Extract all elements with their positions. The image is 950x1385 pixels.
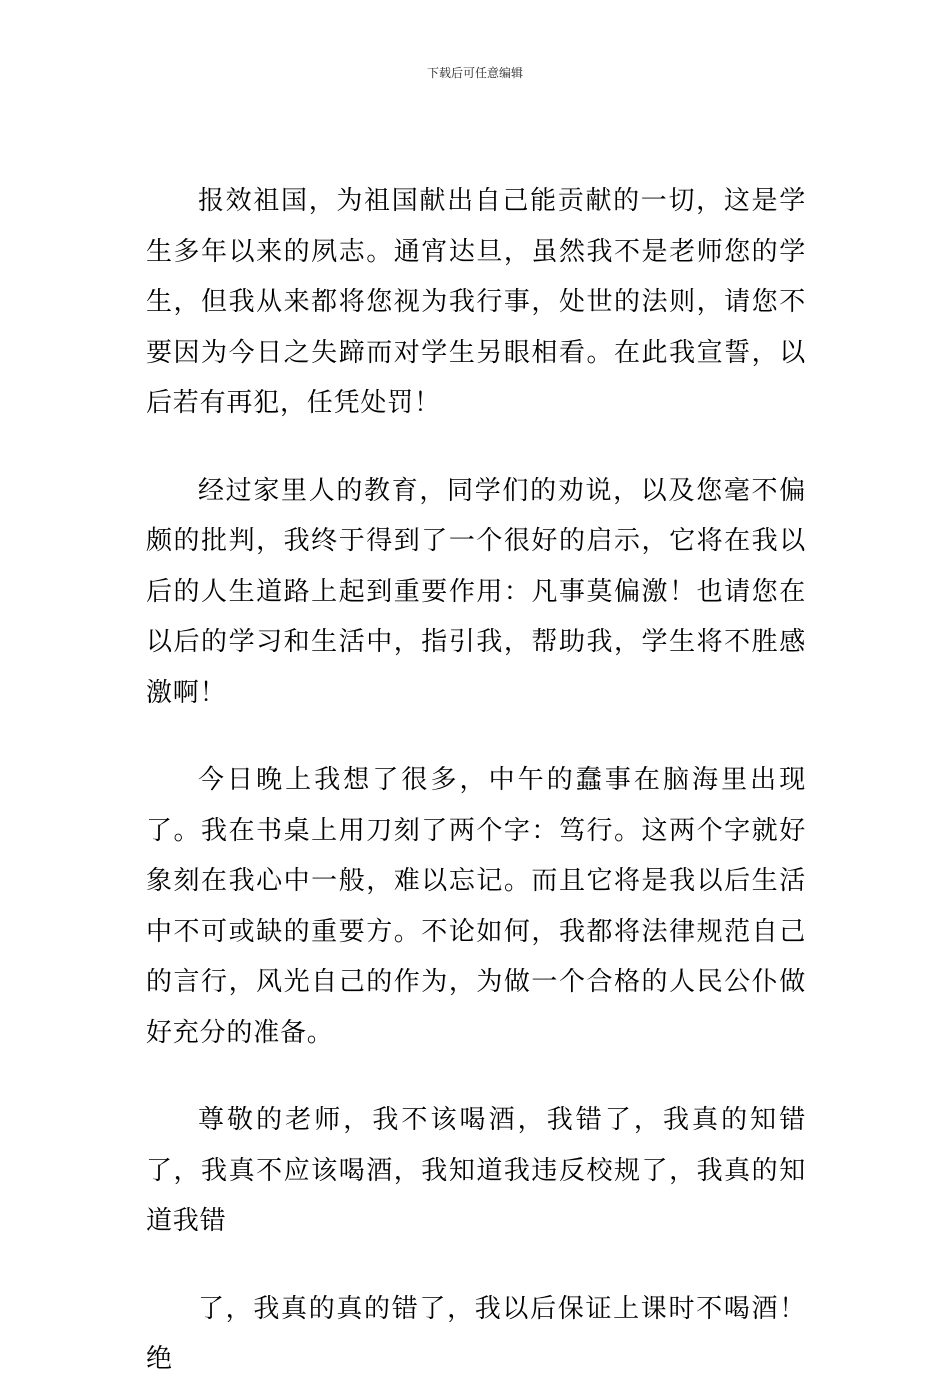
paragraph: 尊敬的老师，我不该喝酒，我错了，我真的知错了，我真不应该喝酒，我知道我违反校规了，我真的知道我错 xyxy=(146,1105,806,1236)
page-header-note: 下载后可任意编辑 xyxy=(426,66,523,80)
paragraph: 了，我真的真的错了，我以后保证上课时不喝酒！绝 xyxy=(146,1293,806,1374)
document-body xyxy=(146,176,806,1385)
paragraph: 今日晚上我想了很多，中午的蠢事在脑海里出现了。我在书桌上用刀刻了两个字：笃行。这两个字就好象刻在我心中一般，难以忘记。而且它将是我以后生活中不可或缺的重要方。不论如何，我都将法律规范自己的言行，风光自己的作为，为做一个合格的人民公仆做好充分的准备。 xyxy=(146,765,806,1048)
paragraph: 经过家里人的教育，同学们的劝说，以及您毫不偏颇的批判，我终于得到了一个很好的启示，它将在我以后的人生道路上起到重要作用：凡事莫偏激！也请您在以后的学习和生活中，指引我，帮助我，学生将不胜感激啊！ xyxy=(146,475,806,708)
paragraph: 报效祖国，为祖国献出自己能贡献的一切，这是学生多年以来的夙志。通宵达旦，虽然我不是老师您的学生，但我从来都将您视为我行事，处世的法则，请您不要因为今日之失蹄而对学生另眼相看。在此我宣誓，以后若有再犯，任凭处罚！ xyxy=(146,186,806,418)
